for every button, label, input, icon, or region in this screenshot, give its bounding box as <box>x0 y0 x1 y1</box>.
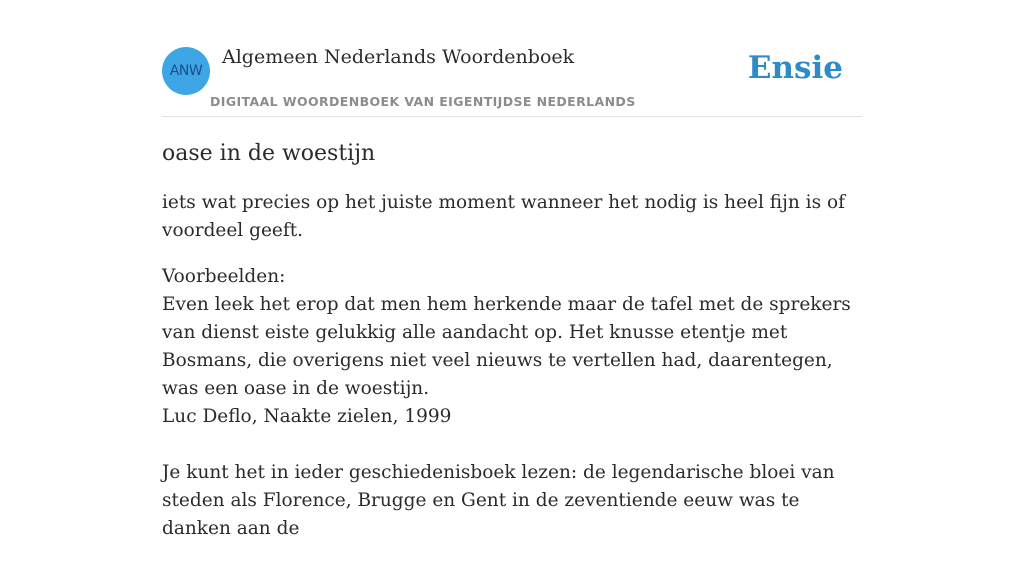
logo-text: ANW <box>169 63 203 79</box>
example-item <box>162 459 852 543</box>
entry-content <box>162 138 852 571</box>
entry-definition: iets wat precies op het juiste moment wanneer het nodig is heel fijn is of voordeel geeft. <box>162 192 845 241</box>
example-text: Even leek het erop dat men hem herkende maar de tafel met de sprekers van dienst eiste gelukkig alle aandacht op. Het knusse etentje met Bosmans, die overigens niet veel nieuws te vertellen had, daarentegen, was een oase in de woestijn. <box>162 294 851 399</box>
example-text: Je kunt het in ieder geschiedenisboek lezen: de legendarische bloei van steden als Florence, Brugge en Gent in de zeventiende eeuw was te danken aan de <box>162 462 835 539</box>
entry-term: oase in de woestijn <box>162 141 376 166</box>
example-item <box>162 291 852 431</box>
example-source: Luc Deflo, Naakte zielen, 1999 <box>162 406 452 427</box>
anw-logo[interactable] <box>162 47 210 95</box>
source-title[interactable]: Algemeen Nederlands Woordenboek <box>222 46 575 68</box>
source-subtitle: DIGITAAL WOORDENBOEK VAN EIGENTIJDSE NEDERLANDS <box>210 94 636 109</box>
ensie-brand-link[interactable]: Ensie <box>747 50 843 86</box>
source-header <box>162 44 862 117</box>
examples-label: Voorbeelden: <box>162 266 286 287</box>
